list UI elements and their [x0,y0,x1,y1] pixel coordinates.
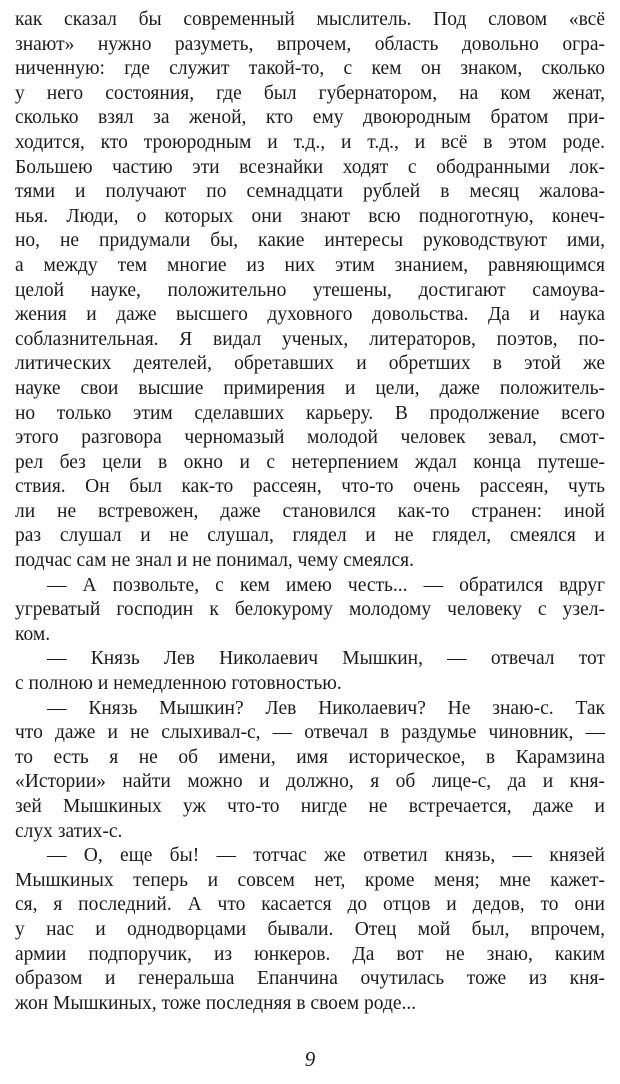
body-text [15,8,605,1016]
text-line: подчас сам не знал и не понимал, чему смеялся. [15,550,414,572]
text-line: ходится, кто троюродным и т.д., и т.д., и всё в этом роде. [15,131,605,153]
text-line: образом и генеральша Епанчина очутилась тоже из кня- [15,968,605,990]
text-line: — А позвольте, с кем имею честь... — обратился вдруг [47,574,605,596]
text-line: жон Мышкиных, тоже последняя в своем роде... [15,992,417,1014]
text-line: Мышкиных теперь и совсем нет, кроме меня; мне кажет- [15,869,605,891]
text-line: «Истории» найти можно и должно, я об лице-с, да и кня- [15,771,605,793]
text-line: жения и даже высшего духовного довольства. Да и наука [15,304,605,326]
text-line: Большею частию эти всезнайки ходят с ободранными лок- [15,156,605,178]
text-line: что даже и не слыхивал-с, — отвечал в раздумье чиновник, — [15,722,605,744]
text-line: слух затих-с. [15,820,123,842]
text-line: — Князь Лев Николаевич Мышкин, — отвечал тот [47,648,605,670]
text-line: то есть я не об имени, имя историческое, в Карамзина [15,746,605,768]
text-line: ствия. Он был как-то рассеян, что-то очень рассеян, чуть [15,476,605,498]
text-line: тями и получают по семнадцати рублей в месяц жалова- [15,181,605,203]
text-line: зей Мышкиных уж что-то нигде не встречается, даже и [15,796,605,817]
text-line: ком. [15,623,51,645]
text-line: рел без цели в окно и с нетерпением ждал конца путеше- [15,451,605,473]
text-line: нья. Люди, о которых они знают всю подноготную, конеч- [15,205,605,227]
text-line: у него состояния, где был губернатором, на ком женат, [15,82,605,104]
text-line: ся, я последний. А что касается до отцов и дедов, то они [15,894,605,916]
text-line: угреватый господин к белокурому молодому человеку с узел- [15,599,605,621]
text-line: с полною и немедленною готовностью. [15,673,342,695]
text-line: литических деятелей, обретавших и обретших в этой же [15,353,605,375]
text-line: соблазнительная. Я видал ученых, литераторов, поэтов, по- [15,328,605,350]
text-line: — О, еще бы! — тотчас же ответил князь, — князей [47,845,605,867]
text-line: как сказал бы современный мыслитель. Под словом «всё [15,9,605,30]
text-line: но, не придумали бы, какие интересы руководствуют ими, [15,230,605,252]
text-line: этого разговора черномазый молодой человек зевал, смот- [15,427,605,449]
text-line: науке свои высшие примирения и цели, даже положитель- [15,377,605,399]
text-line: знают» нужно разуметь, впрочем, область довольно огра- [15,33,605,55]
page-number: 9 [304,1047,316,1071]
text-line: целой науке, положительно утешены, достигают самоува- [15,279,605,301]
text-line: — Князь Мышкин? Лев Николаевич? Не знаю-с. Так [47,697,605,719]
text-line: раз слушал и не слушал, глядел и не глядел, смеялся и [15,525,605,547]
text-line: сколько взял за женой, кто ему двоюродным братом при- [15,107,605,129]
text-line: у нас и однодворцами бывали. Отец мой был, впрочем, [15,918,605,940]
text-line: но только этим сделавших карьеру. В продолжение всего [15,402,605,424]
text-line: а между тем многие из них этим знанием, равняющимся [15,254,605,276]
text-line: армии подпоручик, из юнкеров. Да вот не знаю, каким [15,943,605,965]
text-line: ниченную: где служит такой-то, с кем он знаком, сколько [15,58,605,80]
text-line: ли не встревожен, даже становился как-то странен: иной [15,500,605,522]
